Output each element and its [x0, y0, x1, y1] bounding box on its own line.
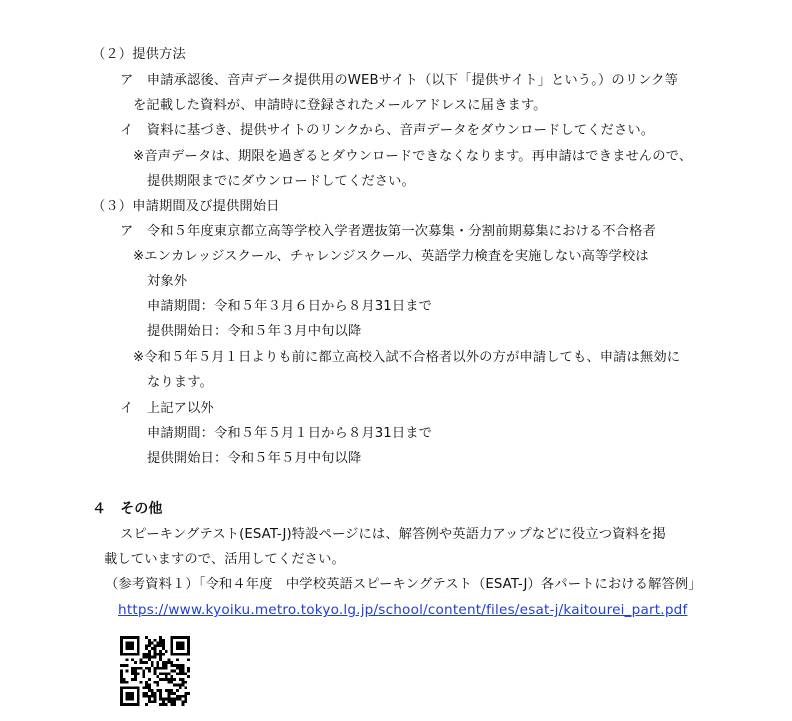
section-4-paragraph-line2: 載していますので、活用してください。	[104, 552, 345, 567]
section-2-heading: （２）提供方法	[92, 47, 186, 62]
section-2-item-a-line1: ア 申請承認後、音声データ提供用のWEBサイト（以下「提供サイト」という。）のリンク等	[120, 73, 679, 88]
reference-material-link[interactable]: https://www.kyoiku.metro.tokyo.lg.jp/school/content/files/esat-j/kaitourei_part.pdf	[118, 602, 688, 618]
section-3-heading: （３）申請期間及び提供開始日	[92, 199, 280, 214]
section-2-note-line2: 提供期限までにダウンロードしてください。	[147, 174, 415, 189]
section-3-item-a-note-line4: なります。	[147, 375, 213, 390]
section-4-paragraph-line1: スピーキングテスト(ESAT-J)特設ページには、解答例や英語力アップなどに役立つ資料を掲	[120, 527, 666, 542]
section-3-item-i-start: 提供開始日：令和５年５月中旬以降	[147, 451, 362, 466]
section-3-item-a-note-line2: 対象外	[147, 274, 188, 289]
section-3-item-i-title: イ 上記ア以外	[120, 401, 214, 416]
section-2-item-i: イ 資料に基づき、提供サイトのリンクから、音声データをダウンロードしてください。	[120, 123, 655, 138]
section-3-item-a-start: 提供開始日：令和５年３月中旬以降	[147, 324, 362, 339]
section-4-heading: ４ その他	[92, 501, 163, 517]
section-2-item-a-line2: を記載した資料が、申請時に登録されたメールアドレスに届きます。	[133, 98, 547, 113]
section-3-item-a-note-line3: ※令和５年５月１日よりも前に都立高校入試不合格者以外の方が申請しても、申請は無効に	[133, 350, 681, 365]
section-3-item-i-period: 申請期間：令和５年５月１日から８月31日まで	[147, 426, 433, 441]
section-3-item-a-note-line1: ※エンカレッジスクール、チャレンジスクール、英語学力検査を実施しない高等学校は	[133, 249, 649, 264]
section-3-item-a-title: ア 令和５年度東京都立高等学校入学者選抜第一次募集・分割前期募集における不合格者	[120, 224, 656, 239]
section-2-note-line1: ※音声データは、期限を過ぎるとダウンロードできなくなります。再申請はできませんので、	[133, 149, 693, 164]
section-3-item-a-period: 申請期間：令和５年３月６日から８月31日まで	[147, 299, 433, 314]
reference-material-title: （参考資料１）「令和４年度 中学校英語スピーキングテスト（ESAT-J）各パートにおける解答例」	[105, 577, 702, 592]
qr-code-icon	[120, 636, 190, 706]
